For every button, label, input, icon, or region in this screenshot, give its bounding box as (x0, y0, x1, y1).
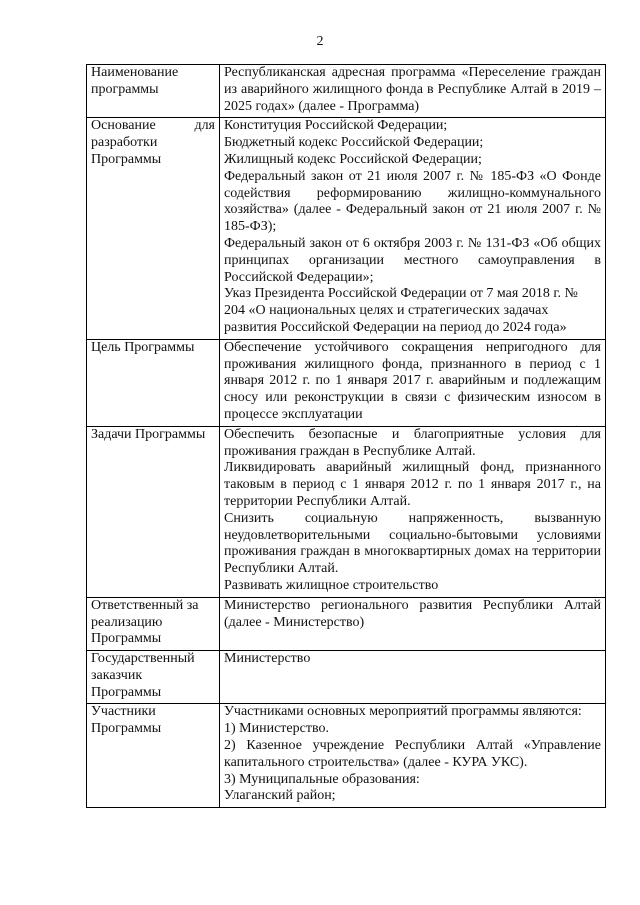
row-content (220, 339, 606, 426)
row-label: Участники Программы (87, 704, 220, 808)
row-paragraph: Улаганский район; (224, 788, 336, 804)
row-content (220, 65, 606, 118)
row-label: Основание для разработки Программы (87, 118, 220, 339)
page-number: 2 (316, 34, 324, 49)
row-paragraph: Федеральный закон от 6 октября 2003 г. № 131-ФЗ «Об общих принципах организации местного самоуправления в Российской Федерации»; (224, 235, 601, 285)
table-row-customer (87, 651, 606, 704)
row-paragraph: Бюджетный кодекс Российской Федерации; (224, 135, 484, 151)
table-row-basis (87, 118, 606, 339)
row-label: Государственный заказчик Программы (87, 651, 220, 704)
row-paragraph: Министерство (224, 651, 311, 667)
row-label: Ответственный за реализацию Программы (87, 597, 220, 650)
row-content (220, 651, 606, 704)
table-row-participants (87, 704, 606, 808)
table-row-tasks (87, 426, 606, 597)
table-row-program-name (87, 65, 606, 118)
row-paragraph: 2) Казенное учреждение Республики Алтай «Управление капитального строительства» (далее - КУРА УКС). (224, 738, 601, 770)
row-content (220, 118, 606, 339)
table-row-responsible (87, 597, 606, 650)
row-paragraph: Обеспечить безопасные и благоприятные условия для проживания граждан в Республике Алтай. (224, 426, 601, 459)
row-label: Наименование программы (87, 65, 220, 118)
row-content (220, 426, 606, 597)
row-paragraph: Жилищный кодекс Российской Федерации; (224, 151, 482, 167)
program-passport-table (86, 64, 606, 808)
row-label: Задачи Программы (87, 426, 220, 597)
row-content (220, 597, 606, 650)
row-paragraph: Республиканская адресная программа «Переселение граждан из аварийного жилищного фонда в Республике Алтай в 2019 –2025 годах» (далее - Программа) (224, 65, 601, 114)
row-paragraph: 1) Министерство. (224, 721, 329, 737)
row-content (220, 704, 606, 808)
row-paragraph: 3) Муниципальные образования: (224, 771, 420, 787)
row-paragraph: Конституция Российской Федерации; (224, 118, 448, 134)
row-paragraph: Развивать жилищное строительство (224, 577, 439, 593)
row-paragraph: Ликвидировать аварийный жилищный фонд, признанного таковым в период с 1 января 2012 г. по 1 января 2017 г., на территории Республики Алтай. (224, 460, 601, 509)
row-paragraph: Министерство регионального развития Республики Алтай (далее - Министерство) (224, 597, 601, 630)
row-paragraph: Федеральный закон от 21 июля 2007 г. № 185-ФЗ «О Фонде содействия реформированию жилищно-коммунального хозяйства» (далее - Федеральный закон от 21 июля 2007 г. № 185-ФЗ); (224, 168, 601, 235)
row-paragraph: Указ Президента Российской Федерации от 7 мая 2018 г. № 204 «О национальных целях и стратегических задачах развития Российской Федерации на период до 2024 года» (224, 286, 578, 335)
row-paragraph: Снизить социальную напряженность, вызванную неудовлетворительными социально-бытовыми условиями проживания граждан в многоквартирных домах на территории Республики Алтай. (224, 510, 601, 577)
row-paragraph: Участниками основных мероприятий программы являются: (224, 704, 582, 720)
table-row-goal (87, 339, 606, 426)
row-paragraph: Обеспечение устойчивого сокращения непригодного для проживания жилищного фонда, признанного в период с 1 января 2012 г. по 1 января 2017 г. аварийным и подлежащим сносу или реконструкции в связи с физическим износом в процессе эксплуатации (224, 339, 601, 422)
row-label: Цель Программы (87, 339, 220, 426)
